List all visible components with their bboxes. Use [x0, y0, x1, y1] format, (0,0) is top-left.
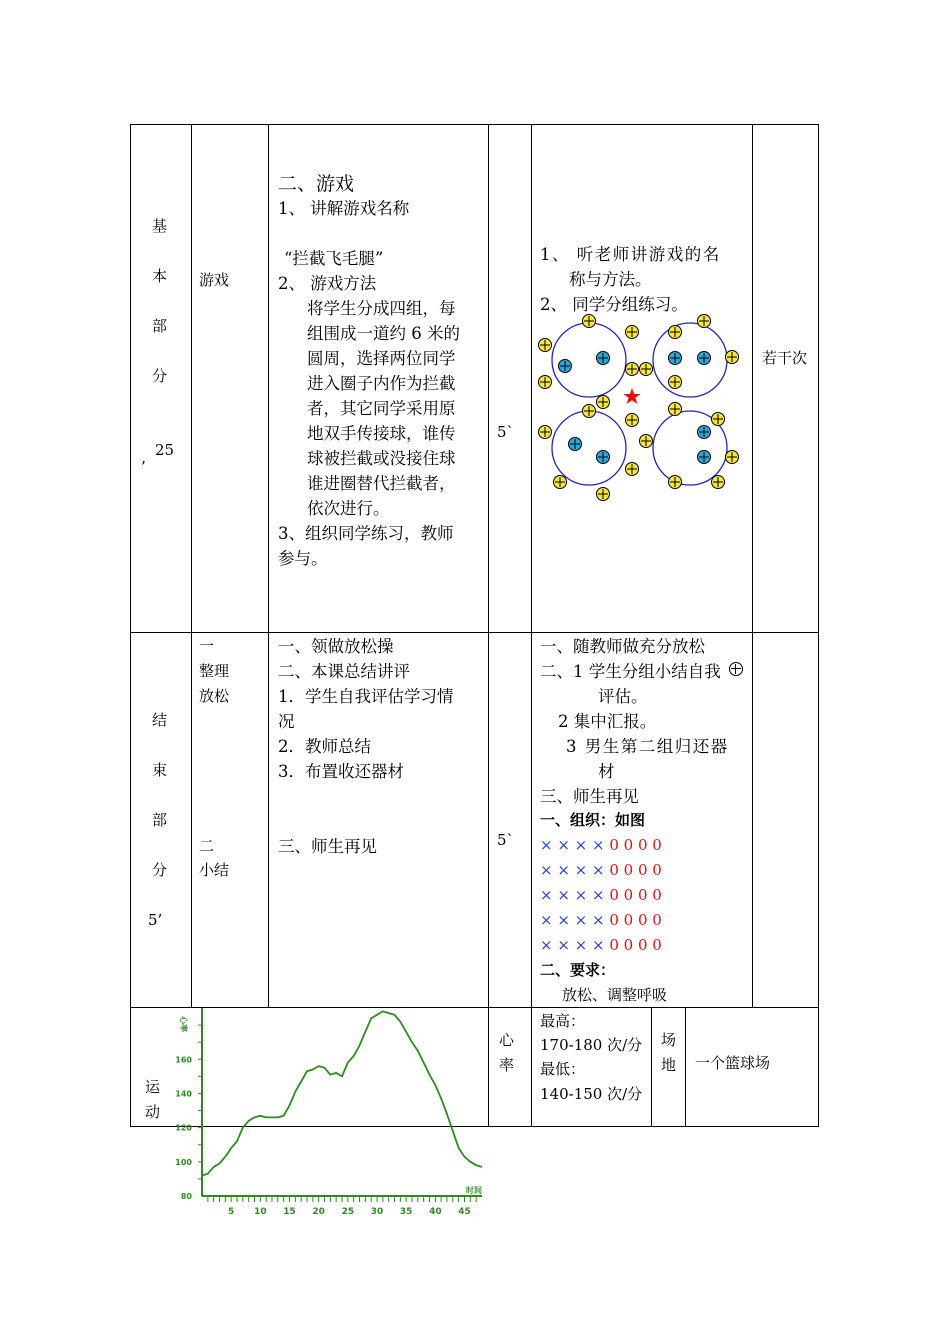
heart-rate-min-label: 最低： [540, 1060, 586, 1078]
passer-player-icon [554, 476, 567, 489]
game-step-2: 2、 游戏方法 [278, 274, 377, 293]
end-content-line-1: 一、领做放松操 [278, 637, 394, 656]
end-item-2-b: 小结 [199, 861, 230, 879]
basic-section-time-mark: ’ [141, 458, 146, 476]
passer-player-icon [626, 414, 639, 427]
heart-rate-curve [202, 1011, 482, 1175]
small-ball-icon [729, 662, 743, 676]
basic-section-char-3: 部 [152, 317, 168, 335]
game-formation-diagram [531, 305, 752, 505]
passer-player-icon [669, 476, 682, 489]
end-section-char-3: 部 [152, 811, 168, 829]
heart-rate-max-label: 最高： [540, 1012, 586, 1030]
end-content-line-2: 二、本课总结讲评 [278, 662, 410, 681]
interceptor-player-icon [698, 352, 711, 365]
end-org-line-7: 三、师生再见 [540, 787, 639, 806]
org-line-1: 1、 听老师讲游戏的名 [540, 245, 721, 264]
game-method-line-2: 组围成一道约 6 米的 [307, 324, 460, 343]
formation-row [540, 933, 662, 958]
end-section-char-1: 结 [152, 711, 168, 729]
end-org-line-2: 二、1 学生分组小结自我 [540, 662, 721, 681]
game-step-1: 1、 讲解游戏名称 [278, 199, 410, 218]
end-content-line-5: 2．教师总结 [278, 737, 371, 756]
formation-title: 一、组织：如图 [540, 811, 646, 829]
end-org-line-4: 2 集中汇报。 [558, 712, 657, 731]
y-axis-title: 心率 [179, 1016, 188, 1032]
game-name: “拦截飞毛腿” [284, 249, 384, 268]
org-line-3: 2、 同学分组练习。 [540, 295, 688, 314]
group-circle [653, 323, 727, 397]
col-divider-4 [531, 124, 532, 1127]
passer-player-icon [640, 435, 653, 448]
x-tick-label: 20 [312, 1207, 325, 1217]
requirements-title: 二、要求： [540, 961, 616, 979]
x-tick-label: 10 [254, 1207, 267, 1217]
y-tick-label: 160 [175, 1055, 192, 1065]
formation-row [540, 833, 662, 858]
passer-player-icon [539, 376, 552, 389]
game-method-line-1: 将学生分成四组，每 [307, 299, 456, 318]
formation-x-group: × × × × [540, 936, 605, 954]
org-line-2: 称与方法。 [569, 270, 652, 289]
teacher-star-icon [623, 388, 640, 404]
formation-o-group: 0 0 0 0 [609, 886, 662, 904]
basic-section-char-2: 本 [152, 267, 168, 285]
x-tick-label: 45 [458, 1207, 471, 1217]
table-right-border [818, 124, 819, 1127]
formation-row [540, 883, 662, 908]
heart-rate-chart [170, 1000, 500, 1240]
end-content-line-3: 1．学生自我评估学习情 [278, 687, 454, 706]
interceptor-player-icon [559, 360, 572, 373]
end-content-farewell: 三、师生再见 [278, 837, 377, 856]
end-section-time: 5’ [148, 911, 163, 929]
x-tick-label: 35 [399, 1207, 413, 1217]
table-top-border [130, 124, 819, 125]
basic-section-time: 25 [155, 441, 175, 459]
formation-x-group: × × × × [540, 886, 605, 904]
formation-o-group: 0 0 0 0 [609, 861, 662, 879]
formation-x-group: × × × × [540, 911, 605, 929]
x-tick-label: 30 [370, 1207, 384, 1217]
group-circle [552, 411, 626, 485]
game-method-line-6: 地双手传接球，谁传 [307, 424, 456, 443]
basic-item: 游戏 [199, 271, 230, 289]
col-divider-2 [268, 124, 269, 1007]
passer-player-icon [726, 351, 739, 364]
end-item-2-a: 二 [199, 837, 215, 855]
passer-player-icon [669, 376, 682, 389]
passer-player-icon [539, 426, 552, 439]
passer-player-icon [583, 405, 596, 418]
end-item-1-a: 一 [199, 637, 215, 655]
x-tick-label: 40 [429, 1207, 442, 1217]
y-tick-label: 140 [175, 1089, 192, 1099]
end-item-1-b: 整理 [199, 662, 230, 680]
x-tick-label: 25 [341, 1207, 355, 1217]
end-content-line-4: 况 [278, 712, 295, 731]
formation-row [540, 858, 662, 883]
heart-rate-min-value: 140-150 次/分 [540, 1085, 643, 1103]
interceptor-player-icon [669, 352, 682, 365]
game-method-line-3: 圆周，选择两位同学 [307, 349, 456, 368]
basic-count: 若干次 [762, 349, 808, 367]
passer-player-icon [640, 363, 653, 376]
passer-player-icon [712, 476, 725, 489]
interceptor-player-icon [597, 451, 610, 464]
col-divider-5 [752, 124, 753, 1007]
end-org-line-3: 评估。 [598, 687, 648, 706]
venue-value: 一个篮球场 [695, 1054, 771, 1072]
heart-rate-label-char-2: 率 [499, 1056, 515, 1074]
formation-x-group: × × × × [540, 836, 605, 854]
interceptor-player-icon [698, 426, 711, 439]
x-tick-label: 15 [283, 1207, 296, 1217]
game-method-line-8: 谁进圈替代拦截者， [307, 474, 456, 493]
interceptor-player-icon [569, 438, 582, 451]
passer-player-icon [698, 315, 711, 328]
col-divider-3 [488, 124, 489, 1127]
end-duration: 5` [497, 831, 515, 849]
col-divider-venue-1 [651, 1007, 652, 1127]
row-divider-basic-end [130, 632, 819, 633]
col-divider-venue-2 [685, 1007, 686, 1127]
venue-label-char-1: 场 [661, 1031, 677, 1049]
end-content-line-6: 3．布置收还器材 [278, 762, 404, 781]
passer-player-icon [597, 488, 610, 501]
passer-player-icon [597, 396, 610, 409]
x-tick-label: 5 [228, 1207, 235, 1217]
passer-player-icon [669, 403, 682, 416]
game-heading: 二、游戏 [278, 173, 355, 195]
passer-player-icon [712, 413, 725, 426]
basic-section-char-1: 基 [152, 217, 168, 235]
game-step-3-cont: 参与。 [278, 549, 328, 568]
passer-player-icon [583, 315, 596, 328]
formation-o-group: 0 0 0 0 [609, 936, 662, 954]
interceptor-player-icon [698, 451, 711, 464]
table-left-border [130, 124, 131, 1127]
heart-rate-label-char-1: 心 [499, 1031, 515, 1049]
y-tick-label: 80 [180, 1192, 192, 1201]
formation-row [540, 908, 662, 933]
venue-label-char-2: 地 [661, 1056, 677, 1074]
game-method-line-9: 依次进行。 [307, 499, 390, 518]
exercise-load-char-1: 运 [145, 1078, 161, 1096]
passer-player-icon [726, 451, 739, 464]
passer-player-icon [669, 326, 682, 339]
end-section-char-2: 束 [152, 761, 168, 779]
end-org-line-5: 3 男生第二组归还器 [566, 737, 729, 756]
basic-duration: 5` [497, 423, 515, 441]
game-method-line-5: 者，其它同学采用原 [307, 399, 456, 418]
passer-player-icon [626, 363, 639, 376]
formation-o-group: 0 0 0 0 [609, 836, 662, 854]
y-tick-label: 120 [175, 1123, 192, 1133]
end-section-char-4: 分 [152, 861, 168, 879]
game-method-line-7: 球被拦截或没接住球 [307, 449, 456, 468]
interceptor-player-icon [597, 352, 610, 365]
game-method-line-4: 进入圈子内作为拦截 [307, 374, 456, 393]
x-axis-title: 时间 [466, 1186, 482, 1195]
col-divider-1 [191, 124, 192, 1007]
heart-rate-max-value: 170-180 次/分 [540, 1036, 643, 1054]
end-org-line-1: 一、随教师做充分放松 [540, 637, 705, 656]
game-step-3: 3、组织同学练习，教师 [278, 524, 454, 543]
exercise-load-char-2: 动 [145, 1103, 161, 1121]
passer-player-icon [626, 326, 639, 339]
end-org-line-6: 材 [598, 762, 615, 781]
formation-x-group: × × × × [540, 861, 605, 879]
y-tick-label: 100 [175, 1157, 192, 1167]
requirements-text: 放松、调整呼吸 [562, 986, 668, 1004]
passer-player-icon [539, 339, 552, 352]
formation-o-group: 0 0 0 0 [609, 911, 662, 929]
passer-player-icon [626, 463, 639, 476]
end-item-1-c: 放松 [199, 687, 230, 705]
basic-section-char-4: 分 [152, 367, 168, 385]
